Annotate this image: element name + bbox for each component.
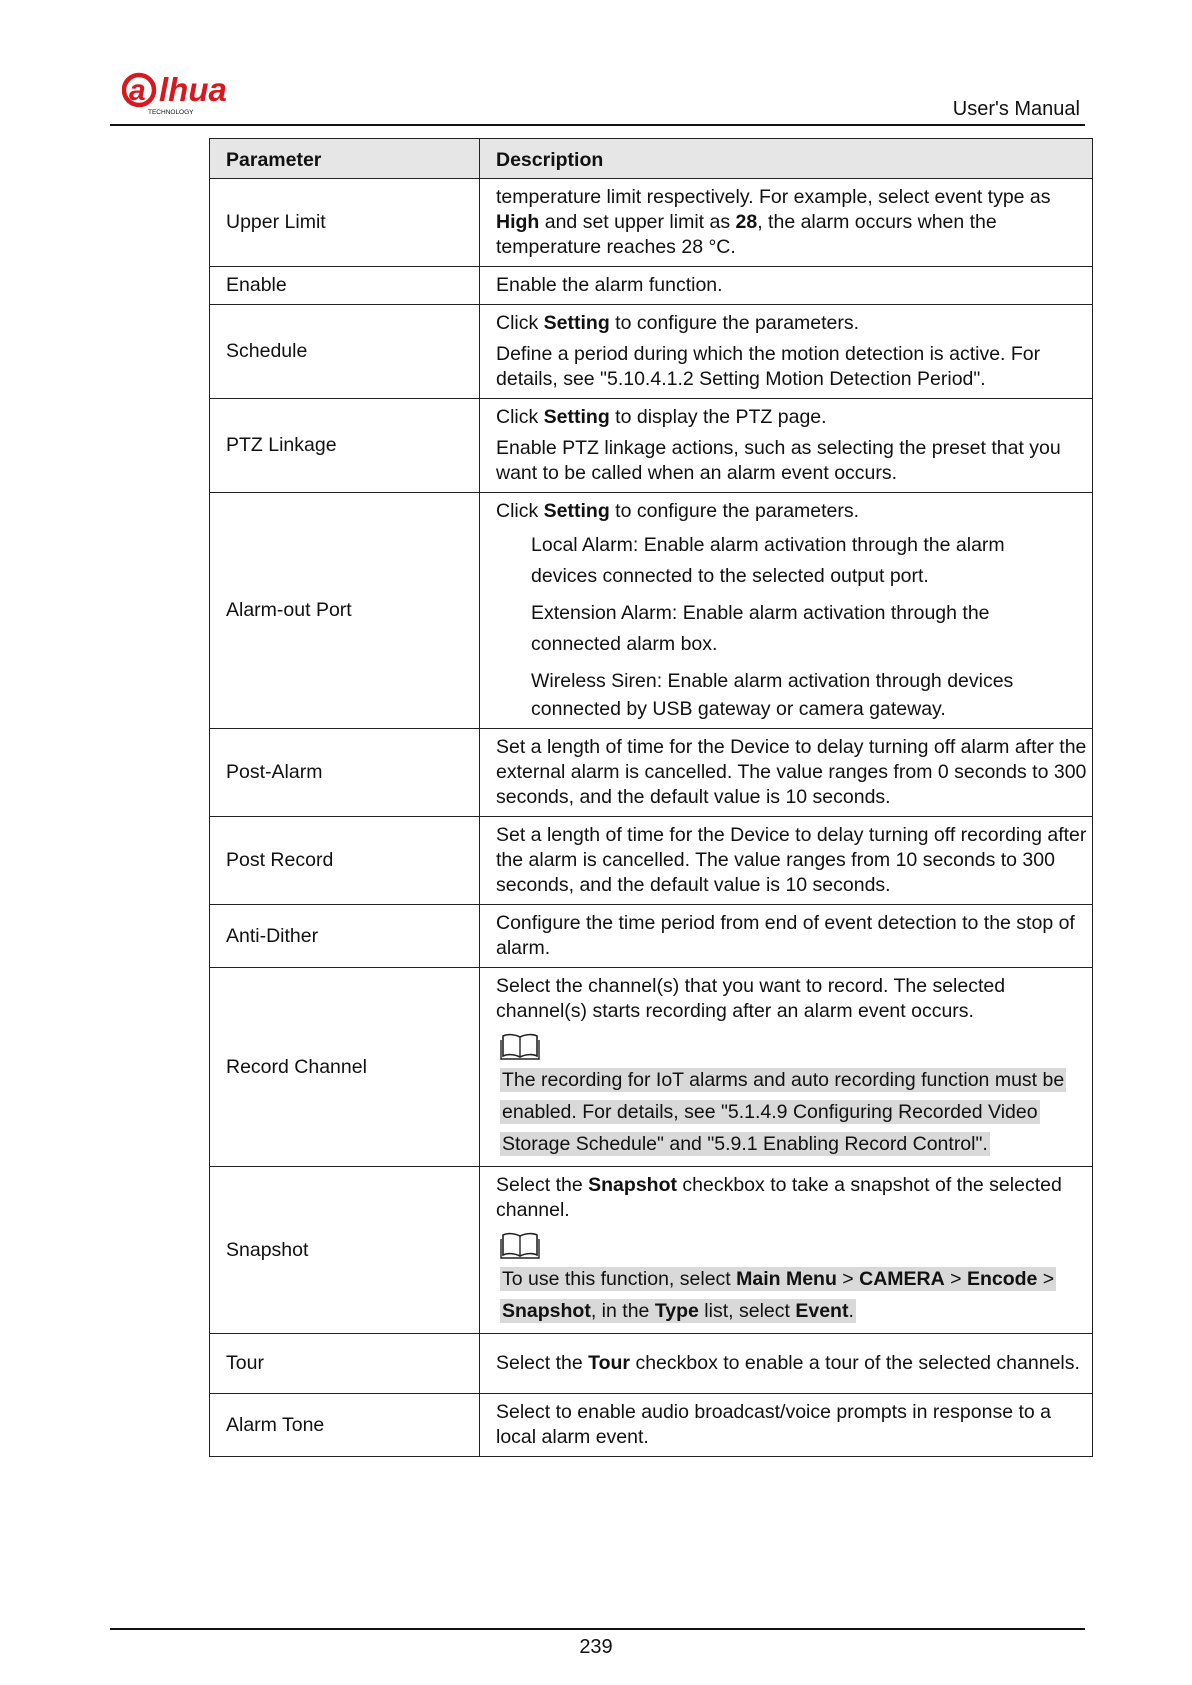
param-cell: Schedule [210,305,480,399]
description-text: Click Setting to configure the parameters. [496,500,860,522]
column-header-parameter: Parameter [210,139,480,179]
manual-title: User's Manual [952,98,1080,120]
logo-tagline: TECHNOLOGY [148,109,194,116]
list-item: Wireless Siren: Enable alarm activation through devices connected by USB gateway or camera gateway. [531,670,1014,720]
description-text: Set a length of time for the Device to delay turning off alarm after the external alarm is cancelled. The value ranges from 0 seconds to 300 seconds, and the default value is 10 seconds. [496,736,1087,808]
param-cell: Enable [210,267,480,305]
table-row [210,179,1093,267]
description-text: Enable the alarm function. [496,274,723,296]
table-row [210,817,1093,905]
table-row [210,493,1093,729]
description-cell [480,1394,1093,1457]
description-cell [480,968,1093,1167]
table-row [210,729,1093,817]
param-cell: Alarm-out Port [210,493,480,729]
description-cell [480,179,1093,267]
description-text: Click Setting to configure the parameters. [496,312,860,334]
page-number: 239 [579,1636,613,1658]
param-cell: Tour [210,1334,480,1394]
table-row [210,305,1093,399]
list-item: Local Alarm: Enable alarm activation through the alarm devices connected to the selected output port. [531,534,1005,587]
param-cell: Alarm Tone [210,1394,480,1457]
description-cell [480,1334,1093,1394]
param-cell: Post-Alarm [210,729,480,817]
note-text: The recording for IoT alarms and auto recording function must be enabled. For details, see "5.1.4.9 Configuring Recorded Video Storage Schedule" and "5.9.1 Enabling Record Control". [502,1069,1065,1155]
column-header-description: Description [480,139,1093,179]
description-text: Enable PTZ linkage actions, such as selecting the preset that you want to be called when an alarm event occurs. [496,437,1061,484]
description-cell [480,1167,1093,1334]
param-cell: PTZ Linkage [210,399,480,493]
description-cell [480,905,1093,968]
list-item: Extension Alarm: Enable alarm activation through the connected alarm box. [531,602,990,655]
table-row [210,1334,1093,1394]
note-book-icon [500,1231,540,1259]
table-row [210,968,1093,1167]
description-text: Set a length of time for the Device to delay turning off recording after the alarm is cancelled. The value ranges from 10 seconds to 300 seconds, and the default value is 10 seconds. [496,824,1087,896]
table-row [210,1167,1093,1334]
table-header-row [210,139,1093,179]
description-cell [480,729,1093,817]
footer-rule [110,1628,1085,1630]
description-cell [480,493,1093,729]
dahua-logo [122,72,262,118]
alarm-out-list [496,530,1092,722]
note-book-icon [500,1032,540,1060]
param-cell: Anti-Dither [210,905,480,968]
table-row [210,267,1093,305]
svg-text:lhua: lhua [159,72,227,108]
param-cell: Record Channel [210,968,480,1167]
note-text: To use this function, select Main Menu > CAMERA > Encode > Snapshot, in the Type list, select Event. [502,1268,1055,1322]
description-text: temperature limit respectively. For example, select event type as High and set upper limit as 28, the alarm occurs when the temperature reaches 28 °C. [496,186,1051,258]
header-rule [110,124,1085,126]
description-cell [480,305,1093,399]
description-text: Configure the time period from end of event detection to the stop of alarm. [496,912,1075,959]
description-cell [480,817,1093,905]
description-text: Select the Tour checkbox to enable a tour of the selected channels. [496,1352,1080,1374]
param-cell: Upper Limit [210,179,480,267]
table-row [210,399,1093,493]
description-text: Define a period during which the motion detection is active. For details, see "5.10.4.1.2 Setting Motion Detection Period". [496,343,1041,390]
table-row [210,905,1093,968]
description-text: Select to enable audio broadcast/voice prompts in response to a local alarm event. [496,1401,1052,1448]
parameter-table [209,138,1093,1457]
svg-text:a: a [129,74,146,107]
description-text: Select the channel(s) that you want to record. The selected channel(s) starts recording after an alarm event occurs. [496,975,1006,1022]
description-text: Select the Snapshot checkbox to take a snapshot of the selected channel. [496,1174,1062,1221]
description-cell [480,267,1093,305]
table-row [210,1394,1093,1457]
param-cell: Snapshot [210,1167,480,1334]
description-text: Click Setting to display the PTZ page. [496,406,827,428]
description-cell [480,399,1093,493]
param-cell: Post Record [210,817,480,905]
